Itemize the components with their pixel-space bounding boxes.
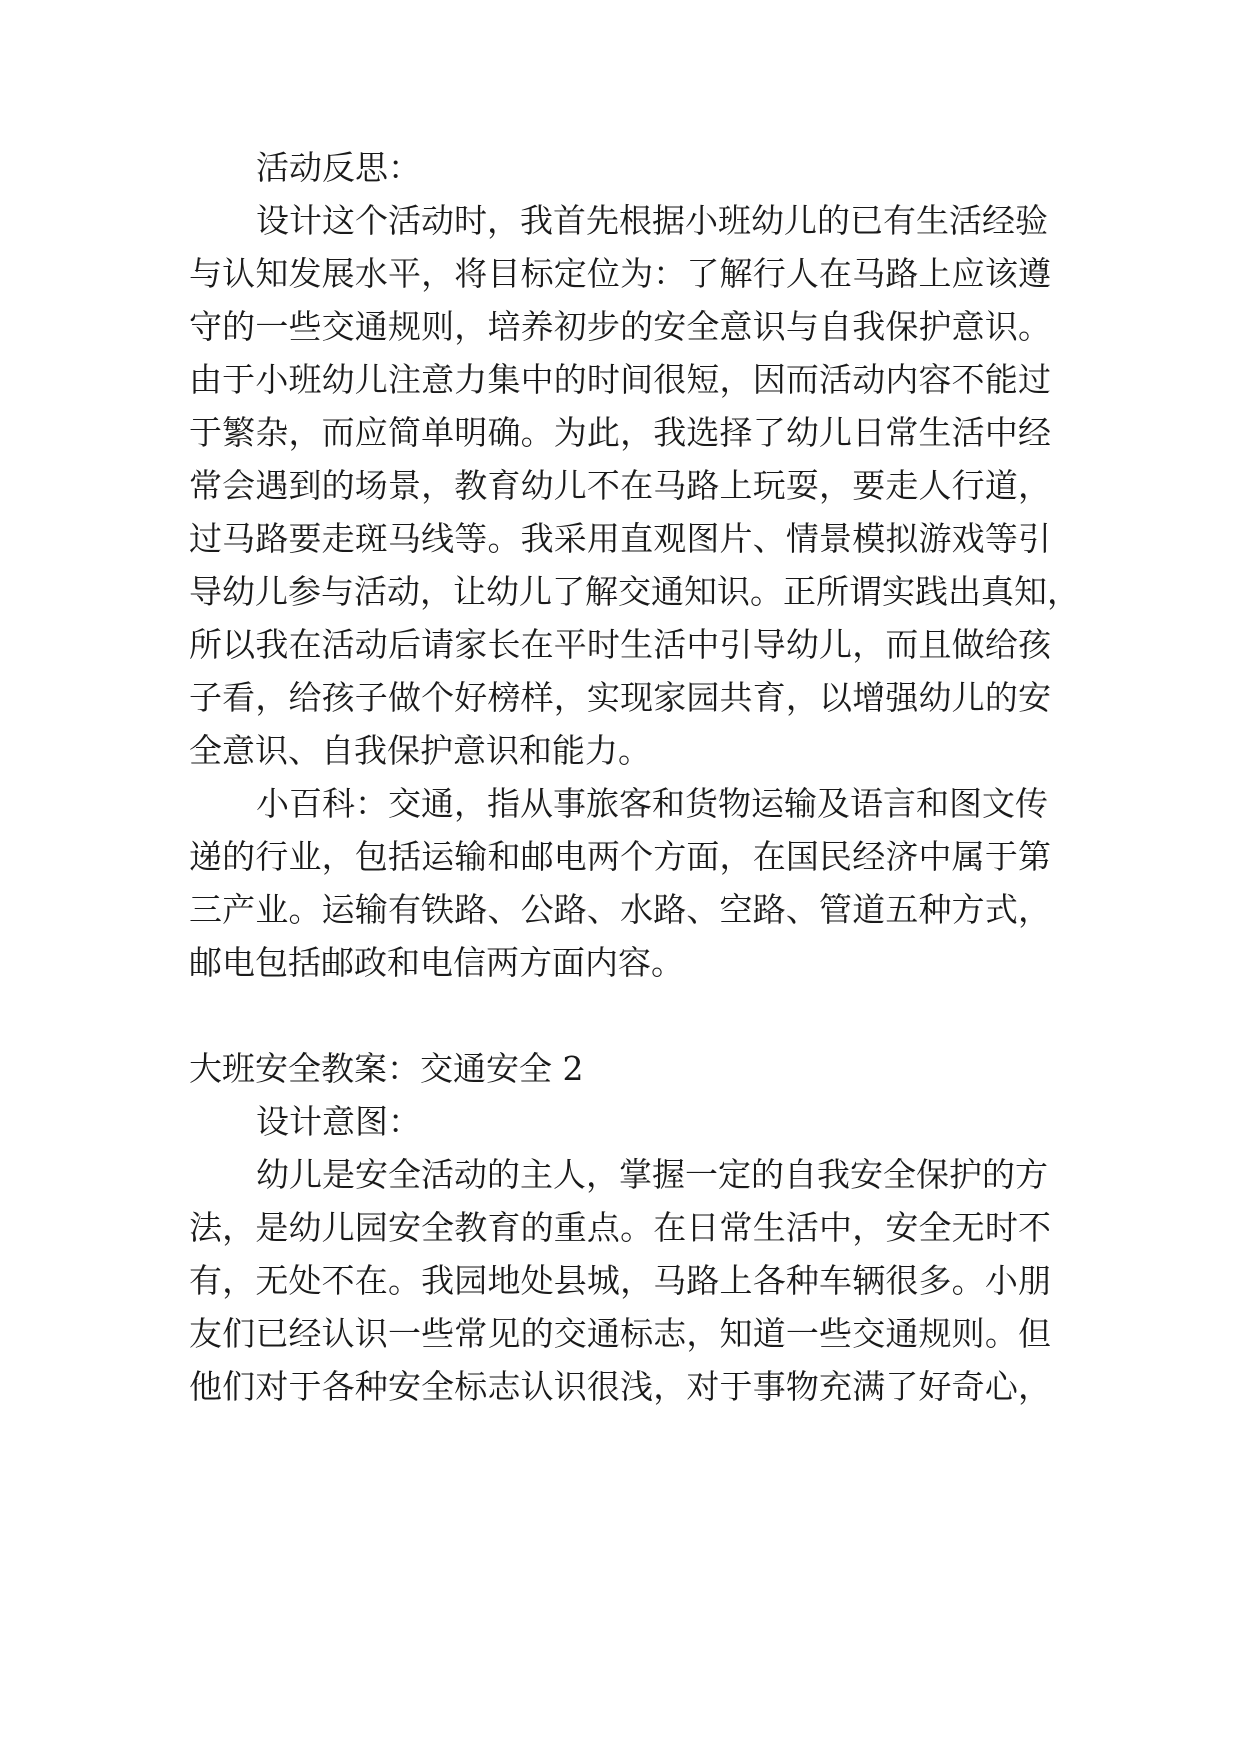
intent-line: 法，是幼儿园安全教育的重点。在日常生活中，安全无时不: [189, 1208, 1051, 1247]
lesson-title: 大班安全教案：交通安全 2: [189, 1049, 584, 1088]
reflection-line: 导幼儿参与活动，让幼儿了解交通知识。正所谓实践出真知，: [189, 572, 1080, 611]
reflection-line: 过马路要走斑马线等。我采用直观图片、情景模拟游戏等引: [189, 519, 1051, 558]
reflection-line: 全意识、自我保护意识和能力。: [189, 731, 651, 770]
intent-line: 幼儿是安全活动的主人，掌握一定的自我安全保护的方: [256, 1155, 1048, 1194]
encyclopedia-line: 邮电包括邮政和电信两方面内容。: [189, 943, 684, 982]
reflection-line: 子看，给孩子做个好榜样，实现家园共育，以增强幼儿的安: [189, 678, 1051, 717]
reflection-line: 由于小班幼儿注意力集中的时间很短，因而活动内容不能过: [189, 360, 1051, 399]
intent-line: 友们已经认识一些常见的交通标志，知道一些交通规则。但: [189, 1314, 1051, 1353]
reflection-line: 常会遇到的场景，教育幼儿不在马路上玩耍，要走人行道，: [189, 466, 1051, 505]
encyclopedia-line: 三产业。运输有铁路、公路、水路、空路、管道五种方式，: [189, 890, 1051, 929]
reflection-line: 设计这个活动时，我首先根据小班幼儿的已有生活经验: [256, 201, 1048, 240]
reflection-heading: 活动反思：: [256, 148, 421, 187]
intent-line: 他们对于各种安全标志认识很浅，对于事物充满了好奇心，: [189, 1367, 1051, 1406]
encyclopedia-line: 小百科：交通，指从事旅客和货物运输及语言和图文传: [256, 784, 1048, 823]
reflection-line: 所以我在活动后请家长在平时生活中引导幼儿，而且做给孩: [189, 625, 1051, 664]
intent-line: 有，无处不在。我园地处县城，马路上各种车辆很多。小朋: [189, 1261, 1051, 1300]
intent-heading: 设计意图：: [256, 1102, 421, 1141]
reflection-line: 与认知发展水平，将目标定位为：了解行人在马路上应该遵: [189, 254, 1051, 293]
reflection-line: 于繁杂，而应简单明确。为此，我选择了幼儿日常生活中经: [189, 413, 1051, 452]
encyclopedia-line: 递的行业，包括运输和邮电两个方面，在国民经济中属于第: [189, 837, 1051, 876]
reflection-line: 守的一些交通规则，培养初步的安全意识与自我保护意识。: [189, 307, 1051, 346]
